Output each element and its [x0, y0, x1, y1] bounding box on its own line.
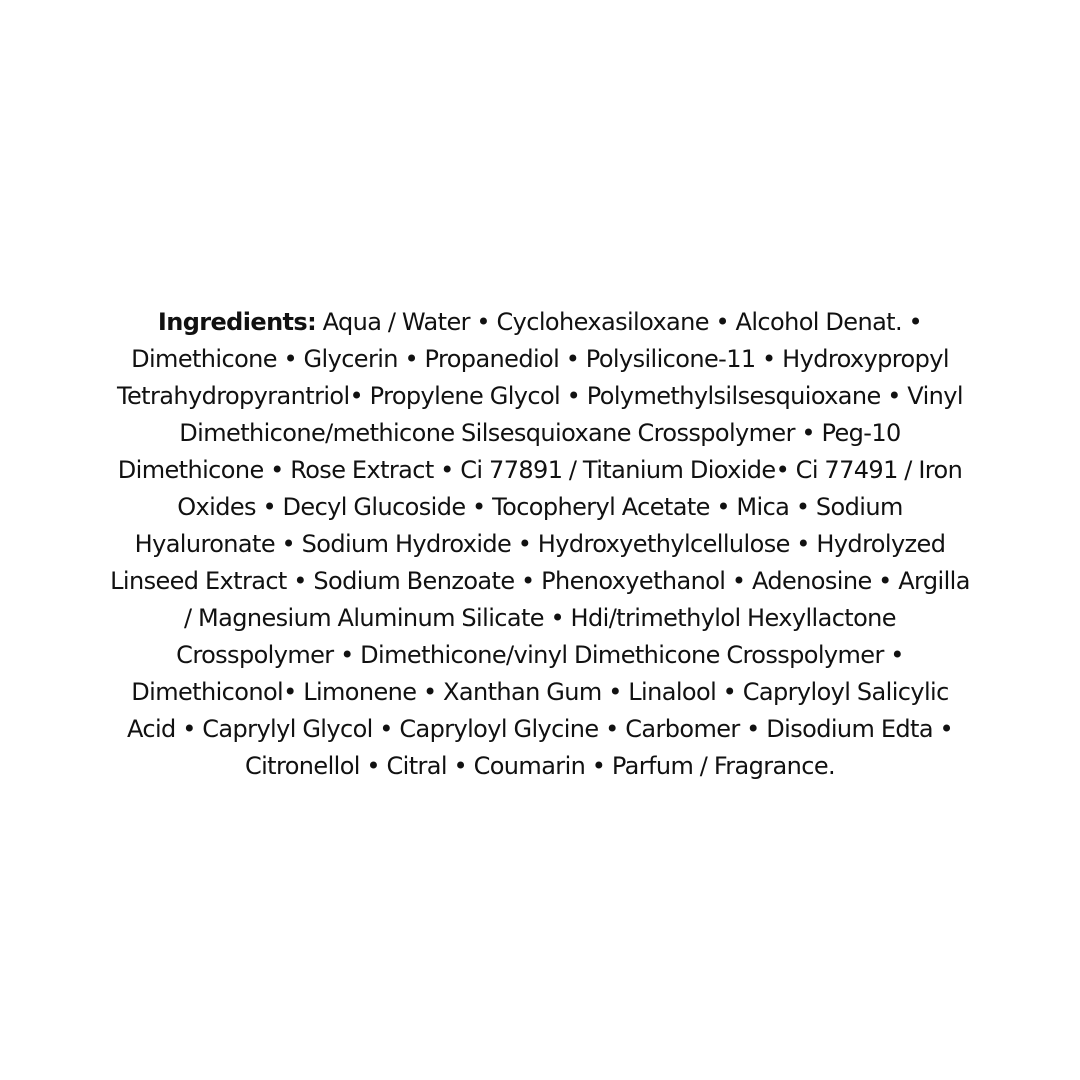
ingredients-paragraph	[104, 304, 976, 785]
ingredients-label: Ingredients:	[157, 308, 317, 336]
ingredients-list: Aqua / Water • Cyclohexasiloxane • Alcohol Denat. • Dimethicone • Glycerin • Propanediol • Polysilicone-11 • Hydroxypropyl Tetrahydropyrantriol• Propylene Glycol • Polymethylsilsesquioxane • Vinyl Dimethicone/methicone Silsesquioxane Crosspolymer • Peg-10 Dimethicone • Rose Extract • Ci 77891 / Titanium Dioxide• Ci 77491 / Iron Oxides • Decyl Glucoside • Tocopheryl Acetate • Mica • Sodium Hyaluronate • Sodium Hydroxide • Hydroxyethylcellulose • Hydrolyzed Linseed Extract • Sodium Benzoate • Phenoxyethanol • Adenosine • Argilla / Magnesium Aluminum Silicate • Hdi/trimethylol Hexyllactone Crosspolymer • Dimethicone/vinyl Dimethicone Crosspolymer • Dimethiconol• Limonene • Xanthan Gum • Linalool • Capryloyl Salicylic Acid • Caprylyl Glycol • Capryloyl Glycine • Carbomer • Disodium Edta • Citronellol • Citral • Coumarin • Parfum / Fragrance.	[110, 308, 970, 780]
